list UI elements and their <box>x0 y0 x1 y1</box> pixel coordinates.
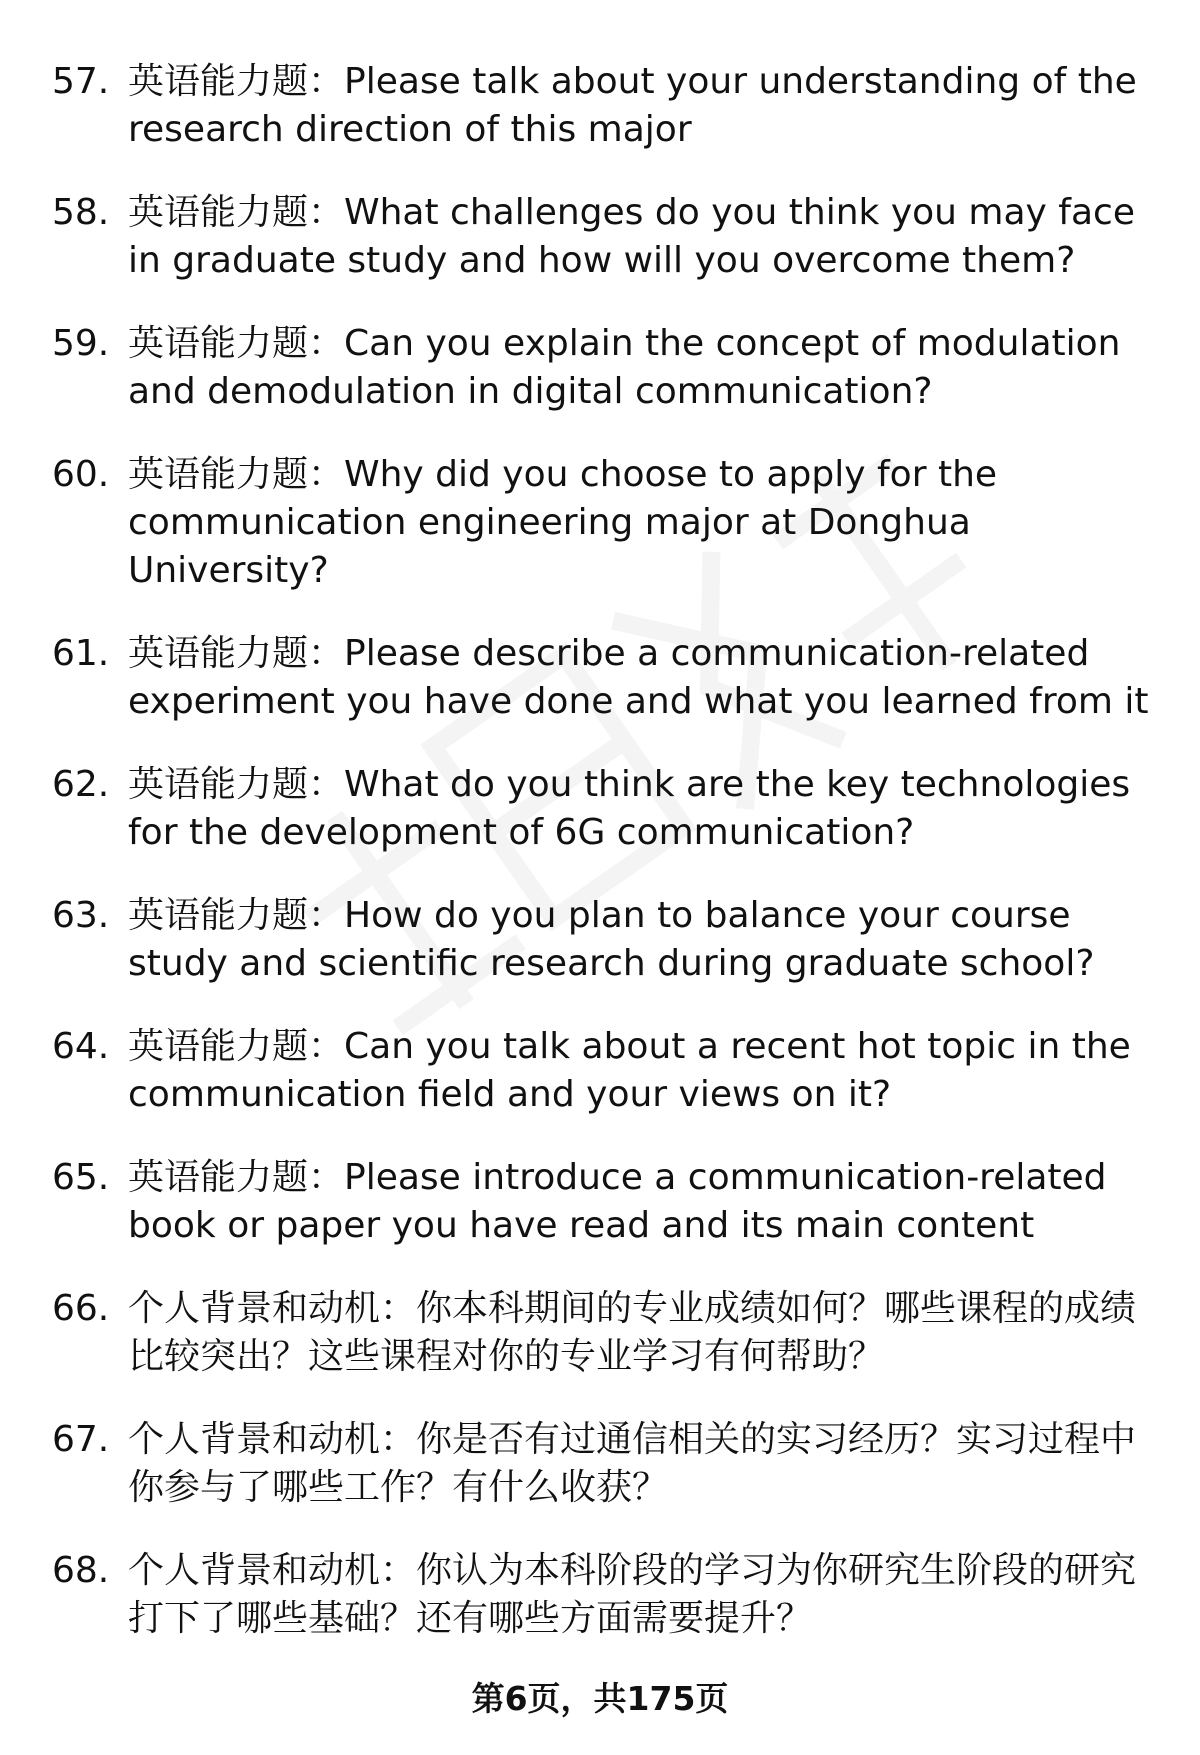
question-number: 62. <box>52 764 110 805</box>
question-item <box>52 1023 1162 1119</box>
question-text: 个人背景和动机：你认为本科阶段的学习为你研究生阶段的研究打下了哪些基础？还有哪些方面需要提升？ <box>128 1550 1137 1639</box>
question-number: 68. <box>52 1550 110 1591</box>
question-list <box>52 58 1162 1678</box>
question-text: 个人背景和动机：你本科期间的专业成绩如何？哪些课程的成绩比较突出？这些课程对你的专业学习有何帮助？ <box>128 1288 1137 1377</box>
question-text: 英语能力题：Please talk about your understanding of the research direction of this major <box>128 61 1137 150</box>
question-item <box>52 1416 1162 1512</box>
question-item <box>52 1154 1162 1250</box>
question-text: 个人背景和动机：你是否有过通信相关的实习经历？实习过程中你参与了哪些工作？有什么收获？ <box>128 1419 1137 1508</box>
question-number: 60. <box>52 454 110 495</box>
question-number: 57. <box>52 61 110 102</box>
question-text: 英语能力题：Please describe a communication-related experiment you have done and what you learned from it <box>128 633 1149 722</box>
question-text: 英语能力题：What challenges do you think you may face in graduate study and how will you overcome them? <box>128 192 1135 281</box>
question-number: 59. <box>52 323 110 364</box>
question-number: 61. <box>52 633 110 674</box>
question-item <box>52 892 1162 988</box>
question-number: 66. <box>52 1288 110 1329</box>
question-text: 英语能力题：Can you explain the concept of modulation and demodulation in digital communication? <box>128 323 1121 412</box>
question-text: 英语能力题：Why did you choose to apply for the communication engineering major at Donghua University? <box>128 454 998 591</box>
question-item <box>52 320 1162 416</box>
question-number: 63. <box>52 895 110 936</box>
question-text: 英语能力题：How do you plan to balance your course study and scientific research during graduate school? <box>128 895 1095 984</box>
question-text: 英语能力题：Please introduce a communication-related book or paper you have read and its main content <box>128 1157 1107 1246</box>
question-number: 67. <box>52 1419 110 1460</box>
question-item <box>52 189 1162 285</box>
question-item <box>52 451 1162 595</box>
question-number: 64. <box>52 1026 110 1067</box>
question-number: 58. <box>52 192 110 233</box>
question-text: 英语能力题：Can you talk about a recent hot topic in the communication field and your views on it? <box>128 1026 1131 1115</box>
question-item <box>52 1547 1162 1643</box>
question-number: 65. <box>52 1157 110 1198</box>
question-text: 英语能力题：What do you think are the key technologies for the development of 6G communication? <box>128 764 1131 853</box>
question-item <box>52 58 1162 154</box>
question-item <box>52 630 1162 726</box>
page-footer: 第6页，共175页 <box>471 1679 729 1718</box>
question-item <box>52 1285 1162 1381</box>
question-item <box>52 761 1162 857</box>
